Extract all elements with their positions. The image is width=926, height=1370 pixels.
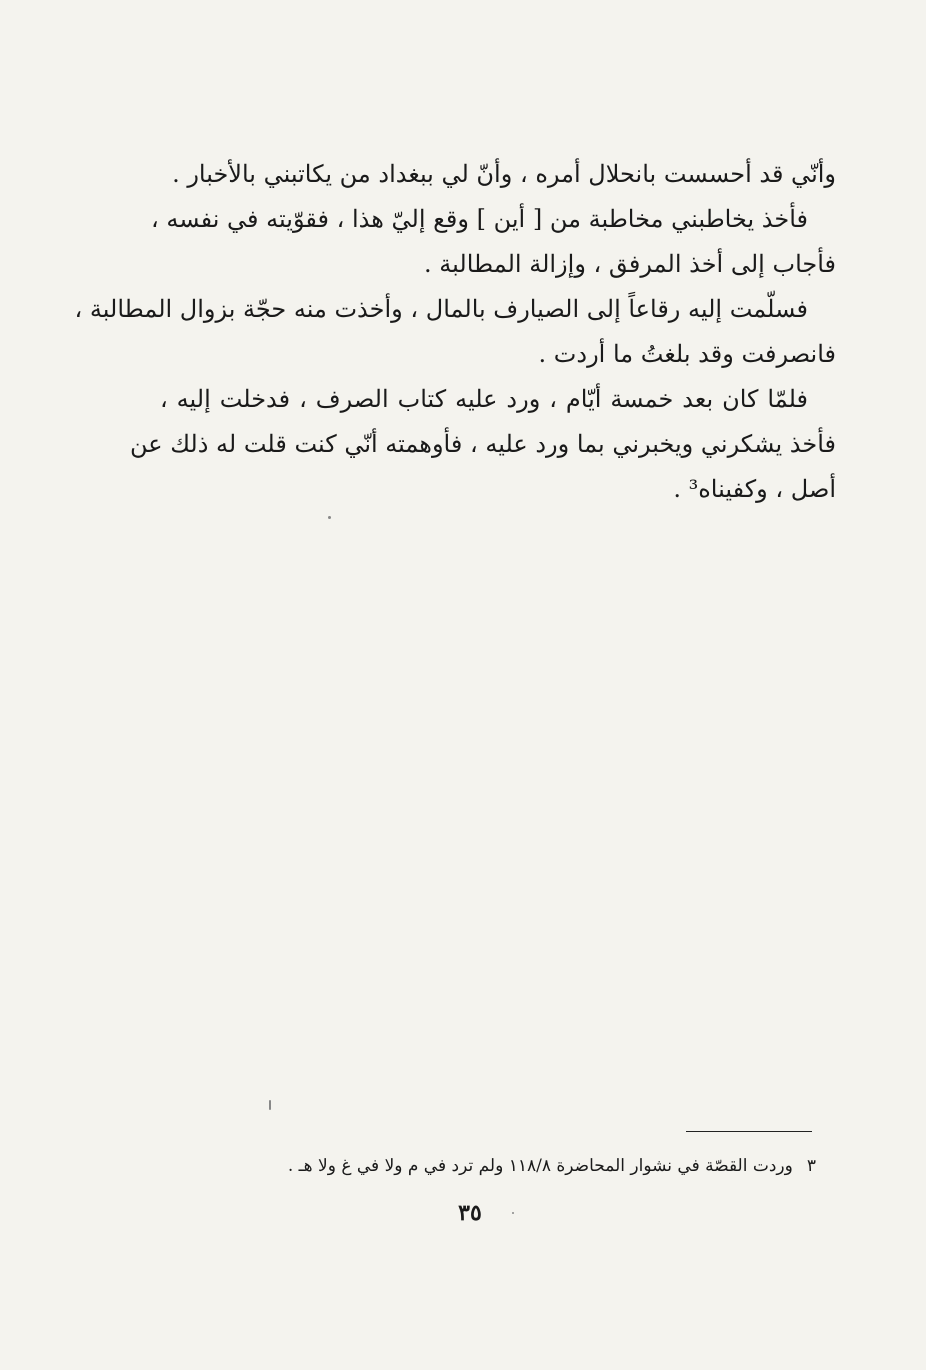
footnote-text: وردت القصّة في نشوار المحاضرة ١١٨/٨ ولم ترد في م ولا في غ ولا هـ . [287, 1156, 793, 1176]
text-line-4: فسلّمت إليه رقاعاً إلى الصيارف بالمال ، وأخذت منه حجّة بزوال المطالبة ، [74, 295, 808, 323]
page-number: ٣٥ [458, 1200, 482, 1226]
text-line-1: وأنّي قد أحسست بانحلال أمره ، وأنّ لي ببغداد من يكاتبني بالأخبار . [172, 160, 836, 188]
scan-speck [269, 1100, 271, 1110]
text-line-7: فأخذ يشكرني ويخبرني بما ورد عليه ، فأوهمته أنّي كنت قلت له ذلك عن [129, 430, 836, 458]
text-line-2: فأخذ يخاطبني مخاطبة من [ أين ] وقع إليّ هذا ، فقوّيته في نفسه ، [150, 205, 808, 233]
scan-speck [512, 1212, 514, 1214]
footnote [288, 1154, 816, 1178]
scan-speck [328, 516, 331, 519]
text-line-6: فلمّا كان بعد خمسة أيّام ، ورد عليه كتاب الصرف ، فدخلت إليه ، [160, 385, 809, 413]
footnote-divider [686, 1131, 812, 1132]
text-line-3: فأجاب إلى أخذ المرفق ، وإزالة المطالبة . [424, 250, 836, 278]
footnote-number: ٣ [806, 1156, 816, 1176]
body-text [74, 152, 836, 512]
text-line-5: فانصرفت وقد بلغتُ ما أردت . [538, 340, 836, 368]
text-line-8: أصل ، وكفيناه³ . [673, 475, 836, 503]
